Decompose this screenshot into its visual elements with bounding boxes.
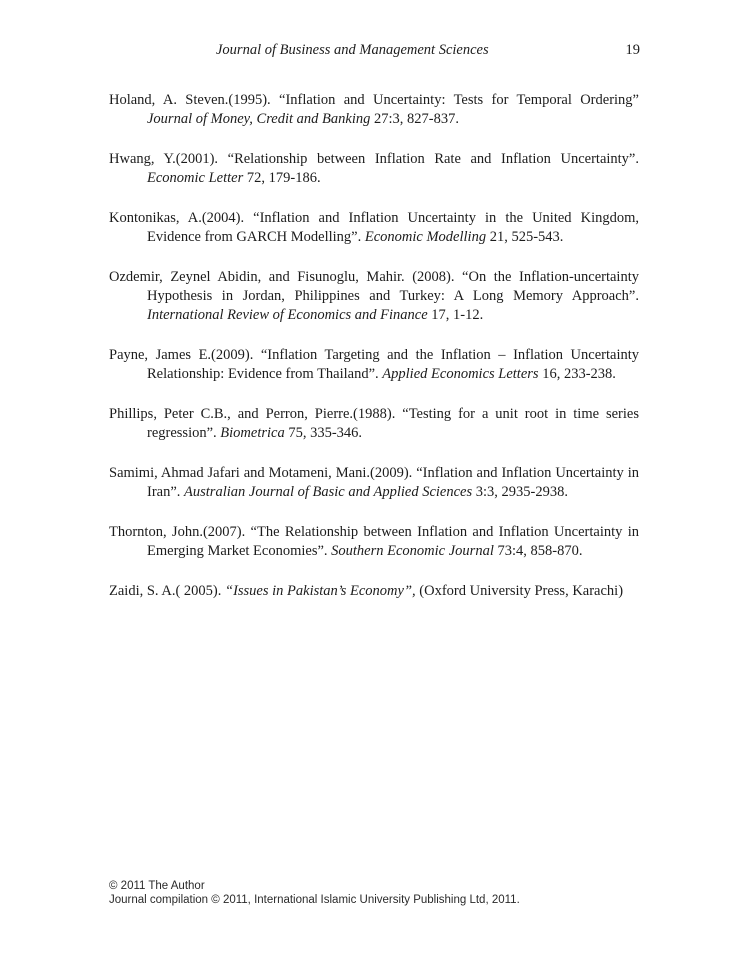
reference-citation: 72, 179-186.	[243, 170, 321, 186]
running-header	[108, 42, 640, 64]
reference-text: Holand, A. Steven.(1995). “Inflation and Uncertainty: Tests for Temporal Ordering”	[109, 92, 639, 108]
reference-source: Applied Economics Letters	[382, 366, 539, 382]
reference-list	[109, 91, 639, 622]
reference-text: Hwang, Y.(2001). “Relationship between Inflation Rate and Inflation Uncertainty”.	[109, 151, 639, 167]
reference-text: Ozdemir, Zeynel Abidin, and Fisunoglu, Mahir. (2008). “On the Inflation-uncertainty Hypothesis in Jordan, Philippines and Turkey: A Long Memory Approach”.	[109, 269, 639, 304]
reference-source: Australian Journal of Basic and Applied Sciences	[184, 484, 473, 500]
reference-citation: 16, 233-238.	[538, 366, 616, 382]
reference-text: Kontonikas, A.(2004). “Inflation and Inflation Uncertainty in the United Kingdom, Evidence from GARCH Modelling”.	[109, 210, 639, 245]
reference-text: Samimi, Ahmad Jafari and Motameni, Mani.(2009). “Inflation and Inflation Uncertainty in Iran”.	[109, 465, 639, 500]
reference-citation: (Oxford University Press, Karachi)	[415, 583, 624, 599]
copyright-line: © 2011 The Author	[109, 880, 205, 892]
reference-source: Journal of Money, Credit and Banking	[147, 111, 371, 127]
reference-citation: 17, 1-12.	[427, 307, 484, 323]
reference-source: Southern Economic Journal	[331, 543, 494, 559]
reference-text: Thornton, John.(2007). “The Relationship between Inflation and Inflation Uncertainty in Emerging Market Economies”.	[109, 524, 639, 559]
reference-citation: 73:4, 858-870.	[493, 543, 583, 559]
reference-source: Biometrica	[220, 425, 285, 441]
reference-citation: 3:3, 2935-2938.	[472, 484, 568, 500]
reference-entry	[109, 150, 639, 188]
reference-source: Economic Modelling	[364, 229, 487, 245]
journal-compilation-line: Journal compilation © 2011, International Islamic University Publishing Ltd, 2011.	[109, 894, 520, 906]
copyright-footer	[109, 879, 520, 907]
reference-entry	[109, 405, 639, 443]
reference-source: “Issues in Pakistan’s Economy”,	[225, 583, 416, 599]
reference-text: Zaidi, S. A.( 2005).	[109, 583, 225, 599]
page-number: 19	[625, 42, 640, 58]
reference-citation: 75, 335-346.	[284, 425, 363, 441]
reference-entry	[109, 464, 639, 502]
reference-entry	[109, 91, 639, 129]
reference-text: Payne, James E.(2009). “Inflation Targeting and the Inflation – Inflation Uncertainty Relationship: Evidence from Thailand”.	[109, 347, 639, 382]
reference-entry	[109, 209, 639, 247]
reference-entry	[109, 346, 639, 384]
reference-entry	[109, 582, 639, 601]
reference-text: Phillips, Peter C.B., and Perron, Pierre.(1988). “Testing for a unit root in time series regression”.	[109, 406, 639, 441]
reference-source: International Review of Economics and Finance	[147, 307, 428, 323]
reference-citation: 21, 525-543.	[486, 229, 564, 245]
reference-citation: 27:3, 827-837.	[370, 111, 459, 127]
journal-title: Journal of Business and Management Sciences	[216, 42, 489, 58]
reference-entry	[109, 523, 639, 561]
reference-entry	[109, 268, 639, 325]
reference-source: Economic Letter	[147, 170, 244, 186]
